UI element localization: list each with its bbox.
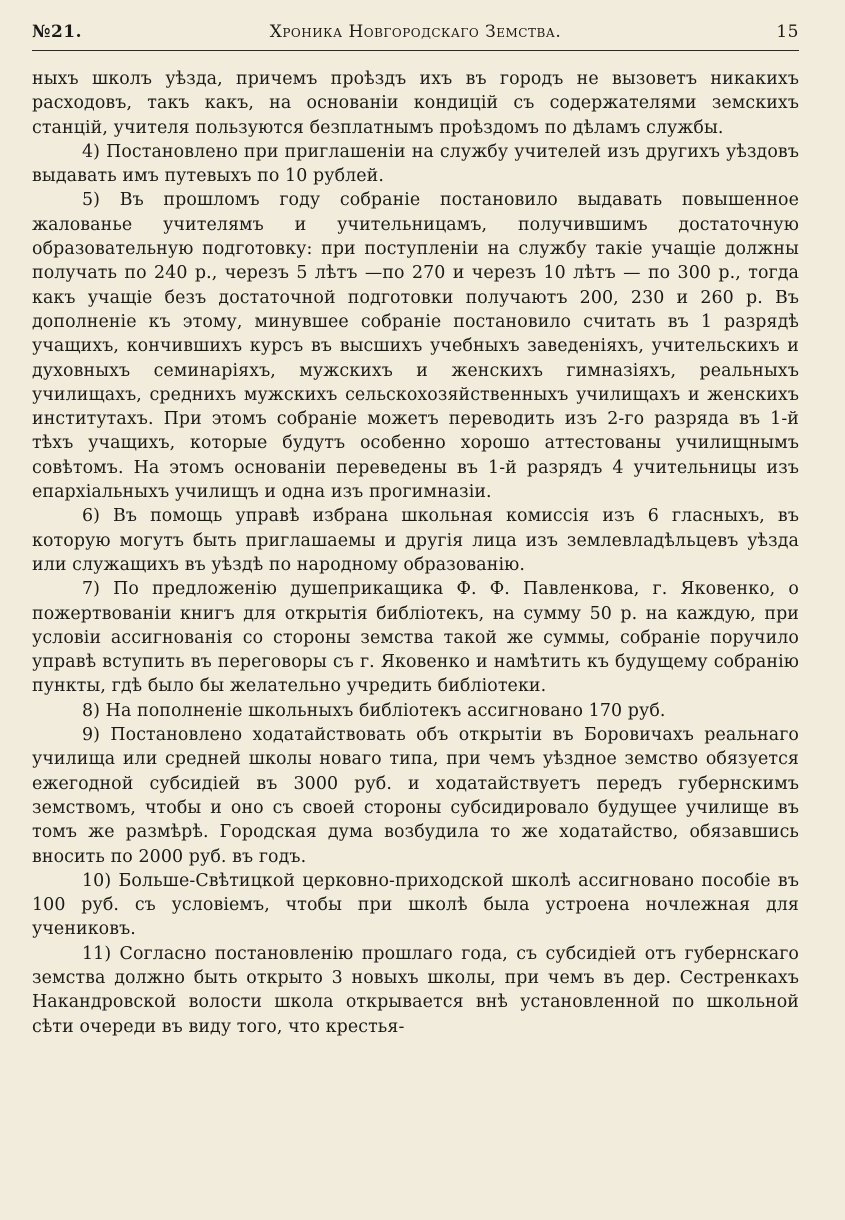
page-number: 15 bbox=[776, 22, 799, 42]
paragraph-continuation: ныхъ школъ уѣзда, причемъ проѣздъ ихъ въ городъ не вызоветъ никакихъ расходовъ, такъ какъ, на основаніи кондицій съ содержателями земскихъ станцій, учителя пользуются безплатнымъ проѣздомъ по дѣламъ службы. bbox=[32, 69, 799, 138]
paragraph-item-6: 6) Въ помощь управѣ избрана школьная комиссія изъ 6 гласныхъ, въ которую могутъ быть приглашаемы и другія лица изъ землевладѣльцевъ уѣзда или служащихъ въ уѣздѣ по народному образованію. bbox=[32, 506, 799, 575]
paragraph-item-11: 11) Согласно постановленію прошлаго года, съ субсидіей отъ губернскаго земства должно быть открыто 3 новыхъ школы, при чемъ въ дер. Сестренкахъ Накандровской волости школа открывается внѣ установленной по школьной сѣти очереди въ виду того, что крестья- bbox=[32, 943, 799, 1037]
issue-number: №21. bbox=[32, 22, 83, 42]
paragraph-item-10: 10) Больше-Свѣтицкой церковно-приходской школѣ ассигновано пособіе въ 100 руб. съ условіемъ, чтобы при школѣ была устроена ночлежная для учениковъ. bbox=[32, 870, 799, 940]
body-text bbox=[32, 67, 799, 1039]
paragraph-item-9: 9) Постановлено ходатайствовать объ открытіи въ Боровичахъ реальнаго училища или средней школы новаго типа, при чемъ уѣздное земство обязуется ежегодной субсидіей въ 3000 руб. и ходатайствуетъ передъ губернскимъ земствомъ, чтобы и оно съ своей стороны субсидировало будущее училище въ томъ же размѣрѣ. Городская дума возбудила то же ходатайство, обязавшись вносить по 2000 руб. въ годъ. bbox=[32, 725, 799, 867]
running-title: Хроника Новгородскаго Земства. bbox=[269, 22, 562, 42]
paragraph-item-7: 7) По предложенію душеприкащика Ф. Ф. Павленкова, г. Яковенко, о пожертвованіи книгъ для открытія библіотекъ, на сумму 50 р. на каждую, при условіи ассигнованія со стороны земства такой же суммы, собраніе поручило управѣ вступить въ переговоры съ г. Яковенко и намѣтить къ будущему собранію пункты, гдѣ было бы желательно учредить библіотеки. bbox=[32, 579, 799, 697]
paragraph-item-8: 8) На пополненіе школьныхъ библіотекъ ассигновано 170 руб. bbox=[82, 700, 666, 721]
paragraph-item-5: 5) Въ прошломъ году собраніе постановило выдавать повышенное жалованье учителямъ и учительницамъ, получившимъ достаточную образовательную подготовку: при поступленіи на службу такіе учащіе должны получать по 240 р., черезъ 5 лѣтъ —по 270 и черезъ 10 лѣтъ — по 300 р., тогда какъ учащіе безъ достаточной подготовки получаютъ 200, 230 и 260 р. Въ дополненіе къ этому, минувшее собраніе постановило считать въ 1 разрядѣ учащихъ, кончившихъ курсъ въ высшихъ учебныхъ заведеніяхъ, учительскихъ и духовныхъ семинаріяхъ, мужскихъ и женскихъ гимназіяхъ, реальныхъ училищахъ, среднихъ мужскихъ сельскохозяйственныхъ училищахъ и женскихъ институтахъ. При этомъ собраніе можетъ переводить изъ 2-го разряда въ 1-й тѣхъ учащихъ, которые будутъ особенно хорошо аттестованы училищнымъ совѣтомъ. На этомъ основаніи переведены въ 1-й разрядъ 4 учительницы изъ епархіальныхъ училищъ и одна изъ прогимназіи. bbox=[32, 190, 799, 503]
paragraph-item-4: 4) Постановлено при приглашеніи на службу учителей изъ другихъ уѣздовъ выдавать имъ путевыхъ по 10 рублей. bbox=[32, 141, 799, 187]
page-header bbox=[32, 20, 799, 46]
header-rule bbox=[32, 50, 799, 51]
